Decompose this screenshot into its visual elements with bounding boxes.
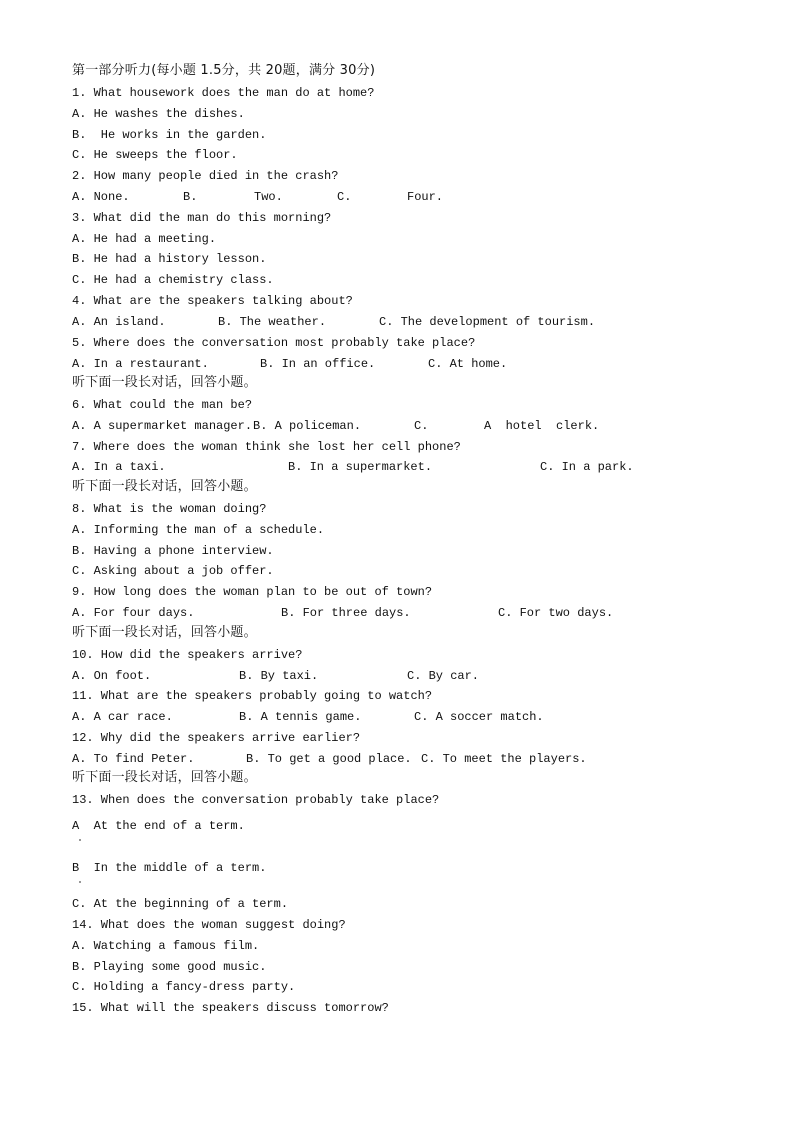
question-7-options <box>72 459 642 475</box>
question-9-stem: 9. How long does the woman plan to be out of town? <box>72 585 433 599</box>
question-2-option-b-letter: B. <box>183 190 198 204</box>
question-9-option-a: A. For four days. <box>72 606 195 620</box>
question-3-stem: 3. What did the man do this morning? <box>72 211 332 225</box>
question-8-stem: 8. What is the woman doing? <box>72 502 267 516</box>
question-2-option-a: A. None. <box>72 190 130 204</box>
question-9-option-c: C. For two days. <box>498 606 614 620</box>
question-12-option-b: B. To get a good place. <box>246 752 412 766</box>
question-12-stem: 12. Why did the speakers arrive earlier? <box>72 731 361 745</box>
question-10-option-a: A. On foot. <box>72 669 152 683</box>
question-10-options <box>72 668 492 684</box>
question-2-option-c-letter: C. <box>337 190 352 204</box>
question-2-options <box>72 189 472 205</box>
question-14-option-a: A. Watching a famous film. <box>72 939 260 953</box>
question-5-option-b: B. In an office. <box>260 357 376 371</box>
stray-mark <box>79 839 81 841</box>
question-13-option-b: B In the middle of a term. <box>72 861 267 875</box>
section-header: 第一部分听力(每小题 1.5分，共 20题，满分 30分) <box>72 63 376 78</box>
stray-mark <box>79 881 81 883</box>
question-13-option-c: C. At the beginning of a term. <box>72 897 289 911</box>
question-7-option-b: B. In a supermarket. <box>288 460 433 474</box>
question-4-options <box>72 314 632 330</box>
question-6-options <box>72 418 632 434</box>
question-6-option-c-letter: C. <box>414 419 429 433</box>
question-15-stem: 15. What will the speakers discuss tomorrow? <box>72 1001 389 1015</box>
question-3-option-a: A. He had a meeting. <box>72 232 217 246</box>
question-10-option-c: C. By car. <box>407 669 480 683</box>
question-4-option-a: A. An island. <box>72 315 166 329</box>
question-4-option-b: B. The weather. <box>218 315 327 329</box>
question-9-options <box>72 605 632 621</box>
question-11-options <box>72 709 552 725</box>
question-13-stem: 13. When does the conversation probably take place? <box>72 793 440 807</box>
question-12-option-a: A. To find Peter. <box>72 752 195 766</box>
question-10-stem: 10. How did the speakers arrive? <box>72 648 303 662</box>
question-9-option-b: B. For three days. <box>281 606 411 620</box>
listening-instruction-2: 听下面一段长对话，回答小题。 <box>72 479 257 494</box>
question-4-option-c: C. The development of tourism. <box>379 315 596 329</box>
question-13-option-a: A At the end of a term. <box>72 819 245 833</box>
question-7-stem: 7. Where does the woman think she lost her cell phone? <box>72 440 461 454</box>
question-6-option-b: B. A policeman. <box>253 419 362 433</box>
question-2-option-c-text: Four. <box>407 190 444 204</box>
question-5-option-a: A. In a restaurant. <box>72 357 209 371</box>
question-14-stem: 14. What does the woman suggest doing? <box>72 918 346 932</box>
question-14-option-b: B. Playing some good music. <box>72 960 267 974</box>
question-12-options <box>72 751 592 767</box>
question-1-option-b: B. He works in the garden. <box>72 128 267 142</box>
question-1-option-c: C. He sweeps the floor. <box>72 148 238 162</box>
question-8-option-b: B. Having a phone interview. <box>72 544 274 558</box>
question-6-option-a: A. A supermarket manager. <box>72 419 253 433</box>
question-6-option-c-text: A hotel clerk. <box>484 419 600 433</box>
question-10-option-b: B. By taxi. <box>239 669 319 683</box>
question-1-stem: 1. What housework does the man do at home? <box>72 86 375 100</box>
question-2-stem: 2. How many people died in the crash? <box>72 169 339 183</box>
question-4-stem: 4. What are the speakers talking about? <box>72 294 353 308</box>
question-2-option-b-text: Two. <box>254 190 283 204</box>
question-11-stem: 11. What are the speakers probably going to watch? <box>72 689 433 703</box>
question-3-option-b: B. He had a history lesson. <box>72 252 267 266</box>
question-12-option-c: C. To meet the players. <box>421 752 587 766</box>
question-14-option-c: C. Holding a fancy-dress party. <box>72 980 296 994</box>
question-11-option-a: A. A car race. <box>72 710 173 724</box>
question-7-option-a: A. In a taxi. <box>72 460 166 474</box>
question-11-option-c: C. A soccer match. <box>414 710 544 724</box>
question-5-option-c: C. At home. <box>428 357 508 371</box>
question-1-option-a: A. He washes the dishes. <box>72 107 245 121</box>
question-5-stem: 5. Where does the conversation most probably take place? <box>72 336 476 350</box>
listening-instruction-4: 听下面一段长对话，回答小题。 <box>72 770 257 785</box>
question-11-option-b: B. A tennis game. <box>239 710 362 724</box>
listening-instruction-1: 听下面一段长对话，回答小题。 <box>72 375 257 390</box>
question-8-option-c: C. Asking about a job offer. <box>72 564 274 578</box>
question-5-options <box>72 356 542 372</box>
listening-instruction-3: 听下面一段长对话，回答小题。 <box>72 625 257 640</box>
question-3-option-c: C. He had a chemistry class. <box>72 273 274 287</box>
question-8-option-a: A. Informing the man of a schedule. <box>72 523 325 537</box>
question-7-option-c: C. In a park. <box>540 460 634 474</box>
question-6-stem: 6. What could the man be? <box>72 398 253 412</box>
